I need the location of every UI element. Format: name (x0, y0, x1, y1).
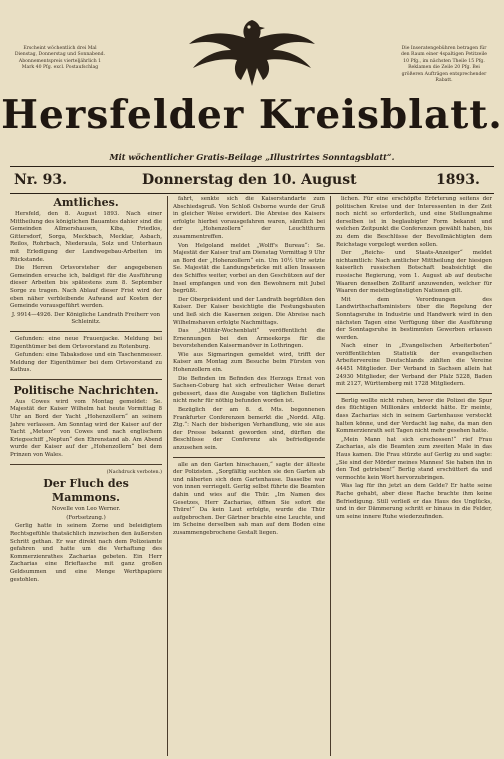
eagle-emblem-icon (185, 10, 319, 90)
divider (10, 464, 162, 465)
feuilleton-paragraph: „Mein Mann hat sich erschossen!“ rief Frau Zacharias, als die Beamten zum zweiten Male in das Haus kamen. Die Frau stürzte auf Gerlig zu und sagte: „Sie sind der Mörder meines Mannes! Sie haben ihn in den Tod getrieben!“ Berlig stand erschüttert da und vermochte kein Wort hervorzubringen. (336, 436, 492, 481)
newspaper-subtitle: Mit wöchentlicher Gratis-Beilage „Illustrirtes Sonntagsblatt“. (109, 152, 395, 162)
article-paragraph: Gerlig hatte in seinem Zorne und beleidigtem Rechtsgefühle thatsächlich inzwischen den äußersten Schritt gethan. Er war direkt nach dem Polizeiamte gefahren und hatte um die Verhaftung des Kommerzienrathes Zacharias gebeten. Ein Herr Zacharias eine Brieftasche mit ganz großen Geldsummen und eine Menge Werthpapiere gestohlen. (10, 523, 162, 583)
divider (10, 193, 494, 194)
article-paragraph: Der Oberpräsident und der Landrath begrüßten den Kaiser. Der Kaiser besichtigte die Festungsbauten und ließ sich die Kasernen zeigen. Die Abreise nach Wilhelmshaven erfolgte Nachmittags. (173, 296, 325, 326)
issue-date: Donnerstag den 10. August (142, 172, 357, 188)
article-paragraph: Gefunden: eine neue Frauenjacke. Meldung bei Eigenthümer bei dem Ortsvorstand zu Rotenburg. (10, 335, 162, 350)
issue-bar (12, 170, 492, 192)
article-paragraph: fahrt, senkte sich die Kaiserstandarte zum Abschiedsgruß. Von Schloß Osborne wurde der Gruß in gleicher Weise erwidert. Die Abreise des Kaisers erfolgte hierbei vorausgefahren waren, sämtlich bei der „Hohenzollern“ der Leuchtthurm zusammentreffen. (173, 196, 325, 240)
article-paragraph: Gefunden: eine Tabaksdose und ein Taschenmesser. Meldung der Eigenthümer bei dem Ortsvorstand zu Kathus. (10, 352, 162, 374)
article-paragraph: Wie aus Sigmaringen gemeldet wird, trifft der Kaiser am Montag zum Besuche beim Fürsten von Hohenzollern ein. (173, 351, 325, 374)
subscription-info: Erscheint wöchentlich drei Mal Dienstag, Donnerstag und Sonnabend. Abonnementspreis vierteljährlich 1 Mark 40 Pfg. excl. Postaufschlag (14, 46, 106, 71)
newspaper-title: Hersfelder Kreisblatt. (1, 92, 503, 138)
column-3 (336, 196, 492, 756)
article-paragraph: Aus Cowes wird vom Montag gemeldet: Se. Majestät der Kaiser Wilhelm hat heute Vormittag 8 Uhr an Bord der Yacht „Hohenzollern“ an seinem Jahre verlassen. Am Sonntag wird der Kaiser auf der Yacht „Meteor“ von Cowes und nach englischem Kriegsschiff „Neptun“ den Ehrenstand ab. Am Abend wurde der Kaiser auf der „Hohenzollern“ bei dem Prinzen von Wales. (10, 398, 162, 459)
article-paragraph: Nach einer in „Evangelischen Arbeiterboten“ veröffentlichten Statistik der evangelischen Arbeitervereine Deutschlands zählten die Vereine 44451 Mitglieder. Der Verband in Sachsen allein hat 24930 Mitglieder, der Verband der Pfalz 5228, Baden mit 2127, Württemberg mit 1728 Mitgliedern. (336, 343, 492, 388)
section-heading-politics: Politische Nachrichten. (13, 383, 159, 397)
article-paragraph: Mit dem Verordnungen des Landwirthschaftsministers über die Regelung der Sonntagsruhe in Industrie und Handwerk wird in den nächsten Tagen eine Verfügung über die Ausführung der Sonntagsruhe in bestimmten Gewerben erlassen werden. (336, 296, 492, 341)
feuilleton-paragraph: alle an den Garten hinschauen,“ sagte der älteste der Polizisten. „Sorgfältig suchten sie den Garten ab und näherten sich dem Gartenhause. Dasselbe war von innen verriegelt. Gerlig selbst führte die Beamten dahin und wies auf die Thür. „Im Namen des Gesetzes, Herr Zacharias, öffnen Sie sofort die Thüre!“ Da kein Laut erfolgte, wurde die Thür aufgebrochen. Der Gärtner brachte eine Leuchte, und im Scheine derselben sah man auf dem Boden eine zusammengebrochene Gestalt liegen. (173, 461, 325, 536)
divider (10, 331, 162, 332)
divider (336, 393, 492, 394)
issue-year: 1893. (436, 172, 480, 188)
article-paragraph: Von Helgoland meldet „Wolff's Bureau“: Se. Majestät der Kaiser traf am Dienstag Vormittag 9 Uhr an Bord der „Hohenzollern“ ein. Um 10½ Uhr setzte Se. Majestät die Landungsbrücke mit allen Insassen des Schiffes weiter, vorbei an den Geschützen auf der Insel empfangen und von den Bewohnern mit Jubel begrüßt. (173, 242, 325, 295)
feuilleton-paragraph: Was lag für ihn jetzt an dem Gelde? Er hatte seine Rache gehabt, aber diese Rache brachte ihm keine Befriedigung. Still verließ er das Haus des Unglücks, und in der Dämmerung schritt er hinaus in die Felder, um seine innere Ruhe wiederzufinden. (336, 483, 492, 520)
divider (10, 166, 494, 167)
section-heading-official: Amtliches. (53, 196, 119, 209)
column-1 (10, 196, 162, 756)
feuilleton-title: Der Fluch des Mammons. (43, 477, 129, 505)
article-paragraph: Bezüglich der am 8. d. Mts. begonnenen Frankfurter Conferenzen bemerkt die „Nordd. Allg. Ztg.“: Nach der bisherigen Verhandlung, wie sie aus der Presse bekannt geworden sind, dürften die Beschlüsse der Conferenz als befriedigende anzusehen sein. (173, 407, 325, 451)
article-paragraph: lichen. Für eine erschöpfte Erörterung seitens der politischen Kreise und der Interessenten in der Zeit noch nicht so erforderlich, und eine Stellungnahme derselben ist in beglaubigter Form bekannt und welchen Zeitpunkt die Conferenzen gewählt haben, bis zu dem die Beschlüsse der Bevollmächtigten dem Reichstage vorgelegt werden sollen. (336, 196, 492, 248)
feuilleton-author: Novelle von Leo Werner. (51, 506, 121, 513)
article-paragraph: Der „Reichs- und Staats-Anzeiger“ meldet nichtamtlich: Nach amtlicher Mittheilung der hiesigen kaiserlich russischen Botschaft beabsichtigt die russische Regierung, vom 1. August ab auf deutsche Waaren denselben Zolltarif anzuwenden, welcher für Waaren der meistbegünstigten Nationen gilt. (336, 250, 492, 295)
issue-number: Nr. 93. (14, 172, 67, 188)
article-columns (10, 196, 494, 756)
divider (173, 457, 325, 458)
article-paragraph: Das „Militär-Wochenblatt“ veröffentlicht die Ernennungen bei den Armeekorps für die bevorstehenden Kaisermanöver in Lothringen. (173, 328, 325, 350)
feuilleton-part: (Fortsetzung.) (66, 514, 106, 521)
article-paragraph: Die Herren Ortsvorsteher der angegebenen Gemeinden ersuche ich, baldigst für die Ausführung dieser Arbeiten bis spätestens zum 8. September Sorge zu tragen. Nach Ablauf dieser Frist wird der eben näher verbleibende Aufwand auf Kosten der Gemeinde vorausgeführt werden. (10, 265, 162, 310)
reprint-note: (Nachdruck verboten.) (106, 469, 162, 475)
feuilleton-paragraph: Berlig wollte nicht ruhen, bevor die Polizei die Spur des flüchtigen Millionärs entdeckt hätte. Er meinte, dass Zacharias sich in seinem Gartenhause versteckt halten könne, und der Verdacht lag nahe, da man den Kommerzienrath seit Tagen nicht mehr gesehen hatte. (336, 397, 492, 435)
article-paragraph: Die Befinden im Befinden des Herzogs Ernst von Sachsen-Coburg hat sich erfreulicher Weise derart gebessert, dass die Ausgabe von täglichen Bulletins nicht mehr für nöthig befunden worden ist. (173, 375, 325, 405)
article-signature: J. 9914—4926. Der Königliche Landrath Freiherr von Schleinitz. (11, 311, 161, 326)
article-paragraph: Hersfeld, den 8. August 1893. Nach einer Mittheilung des königlichen Bauamtes dahier sind die Gemeinden Allmershausen, Kiba, Friedlos, Gittersdorf, Sorga, Meckbach, Mecklar, Asbach, Reilos, Rohrbach, Niederaula, Solz und Unterhaun mit Erledigung der Landwegebau-Arbeiten im Rückstande. (10, 211, 162, 263)
column-2 (173, 196, 325, 756)
divider (10, 379, 162, 380)
advertising-rates: Die Inseratengebühren betragen für den Raum einer 4spaltigen Petitzeile 10 Pfg., im nächsten Theile 15 Pfg. Reklamen die Zeile 20 Pfg. Bei größeren Aufträgen entsprechender Rabatt. (400, 46, 488, 84)
